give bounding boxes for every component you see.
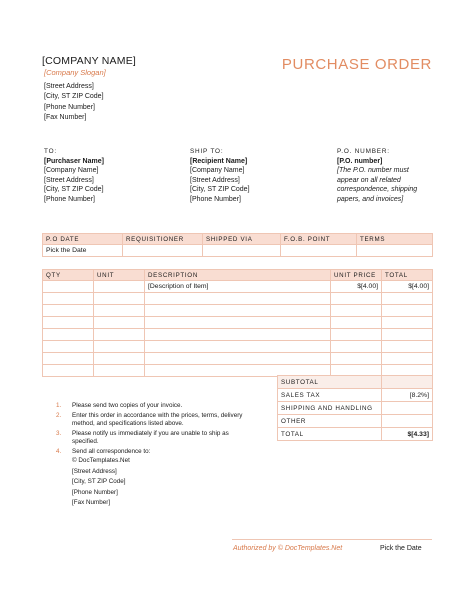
company-phone: [Phone Number]: [44, 103, 95, 111]
shipping-value[interactable]: [382, 402, 433, 415]
fob-point-cell[interactable]: [281, 245, 357, 257]
list-item: [56, 448, 246, 509]
po-note-line: appear on all related: [337, 176, 401, 184]
total-cell[interactable]: [382, 329, 433, 341]
shipping-label: SHIPPING AND HANDLING: [278, 402, 382, 415]
totals-table: [277, 375, 433, 441]
correspondence-city: [City, ST ZIP Code]: [72, 478, 126, 485]
ship-to-block: [190, 147, 250, 205]
items-table: [42, 269, 433, 377]
unit-cell[interactable]: [94, 353, 145, 365]
to-phone: [Phone Number]: [44, 195, 95, 203]
total-cell[interactable]: [382, 305, 433, 317]
requisitioner-cell[interactable]: [123, 245, 203, 257]
header-po-date: P.O DATE: [43, 234, 123, 245]
shipped-via-cell[interactable]: [203, 245, 281, 257]
correspondence-address: [72, 456, 246, 509]
company-city: [City, ST ZIP Code]: [44, 93, 104, 101]
po-date-cell[interactable]: Pick the Date: [43, 245, 123, 257]
po-number: [P.O. number]: [337, 157, 383, 165]
to-label: TO:: [44, 148, 57, 155]
correspondence-company: © DocTemplates.Net: [72, 457, 130, 464]
header-requisitioner: REQUISITIONER: [123, 234, 203, 245]
note-number: 1.: [56, 402, 62, 409]
qty-cell[interactable]: [43, 353, 94, 365]
subtotal-label: SUBTOTAL: [278, 376, 382, 389]
authorized-by: Authorized by © DocTemplates.Net: [233, 545, 343, 552]
signature-line: [232, 539, 432, 540]
qty-cell[interactable]: [43, 305, 94, 317]
ship-city: [City, ST ZIP Code]: [190, 186, 250, 194]
shipping-row: [278, 402, 433, 415]
unit-price-cell[interactable]: [331, 317, 382, 329]
total-cell[interactable]: [382, 341, 433, 353]
po-number-label: P.O. NUMBER:: [337, 148, 390, 155]
note-text: Enter this order in accordance with the prices, terms, delivery method, and specifications listed above.: [72, 412, 243, 427]
correspondence-phone: [Phone Number]: [72, 488, 118, 496]
terms-cell[interactable]: [357, 245, 433, 257]
table-row[interactable]: [43, 329, 433, 341]
unit-price-cell[interactable]: [331, 329, 382, 341]
header-terms: TERMS: [357, 234, 433, 245]
company-address: [44, 82, 104, 124]
instructions-notes: [56, 402, 246, 511]
table-row[interactable]: [43, 281, 433, 293]
subtotal-row: [278, 376, 433, 389]
list-item: [56, 402, 246, 410]
unit-cell[interactable]: [94, 317, 145, 329]
qty-cell[interactable]: [43, 317, 94, 329]
unit-cell[interactable]: [94, 305, 145, 317]
note-text: Send all correspondence to:: [72, 448, 151, 455]
description-cell[interactable]: [145, 353, 331, 365]
header-fob-point: F.O.B. POINT: [281, 234, 357, 245]
other-row: [278, 415, 433, 428]
instructions-list: [56, 402, 246, 509]
total-label: TOTAL: [278, 428, 382, 441]
ship-to-label: SHIP TO:: [190, 148, 224, 155]
ship-street: [Street Address]: [190, 176, 240, 184]
description-cell[interactable]: [145, 341, 331, 353]
po-note-line: [The P.O. number must: [337, 167, 409, 175]
total-cell[interactable]: [382, 317, 433, 329]
company-slogan: [Company Slogan]: [44, 68, 106, 77]
qty-cell[interactable]: [43, 329, 94, 341]
to-street: [Street Address]: [44, 176, 94, 184]
qty-cell[interactable]: [43, 281, 94, 293]
unit-cell[interactable]: [94, 341, 145, 353]
items-header: [43, 270, 433, 281]
unit-price-cell[interactable]: [331, 353, 382, 365]
total-cell[interactable]: [382, 353, 433, 365]
header-shipped-via: SHIPPED VIA: [203, 234, 281, 245]
company-fax: [Fax Number]: [44, 114, 87, 122]
description-cell[interactable]: [145, 293, 331, 305]
order-info-row[interactable]: [43, 245, 433, 257]
document-title: PURCHASE ORDER: [281, 56, 432, 73]
subtotal-value[interactable]: [382, 376, 433, 389]
po-note-line: papers, and invoices]: [337, 195, 404, 203]
to-city: [City, ST ZIP Code]: [44, 186, 104, 194]
table-row[interactable]: [43, 293, 433, 305]
unit-price-cell[interactable]: [331, 305, 382, 317]
order-info-header: [43, 234, 433, 245]
sales-tax-value[interactable]: [8.2%]: [382, 389, 433, 402]
authorization-date[interactable]: Pick the Date: [380, 545, 422, 552]
order-info-table: [42, 233, 433, 257]
company-street: [Street Address]: [44, 83, 94, 90]
unit-cell[interactable]: [94, 365, 145, 377]
note-text: Please send two copies of your invoice.: [72, 402, 183, 409]
other-label: OTHER: [278, 415, 382, 428]
note-number: 3.: [56, 430, 62, 437]
total-value[interactable]: $[4.33]: [382, 428, 433, 441]
to-company: [Company Name]: [44, 167, 99, 175]
description-cell[interactable]: [Description of Item]: [145, 281, 331, 293]
to-block: [44, 147, 104, 205]
table-row[interactable]: [43, 305, 433, 317]
header-unit: UNIT: [94, 270, 145, 281]
company-name: [COMPANY NAME]: [42, 55, 137, 67]
correspondence-fax: [Fax Number]: [72, 499, 111, 506]
purchaser-name: [Purchaser Name]: [44, 157, 104, 165]
unit-price-cell[interactable]: [331, 293, 382, 305]
qty-cell[interactable]: [43, 341, 94, 353]
unit-cell[interactable]: [94, 329, 145, 341]
unit-cell[interactable]: [94, 281, 145, 293]
table-row[interactable]: [43, 353, 433, 365]
header-description: DESCRIPTION: [145, 270, 331, 281]
table-row[interactable]: [43, 317, 433, 329]
description-cell[interactable]: [145, 305, 331, 317]
unit-price-cell[interactable]: [331, 341, 382, 353]
sales-tax-row: [278, 389, 433, 402]
total-cell[interactable]: $[4.00]: [382, 281, 433, 293]
ship-phone: [Phone Number]: [190, 195, 241, 203]
unit-price-cell[interactable]: $[4.00]: [331, 281, 382, 293]
note-text: Please notify us immediately if you are unable to ship as specified.: [72, 430, 229, 445]
list-item: [56, 412, 246, 428]
po-note-line: correspondence, shipping: [337, 186, 418, 194]
note-number: 4.: [56, 448, 62, 455]
description-cell[interactable]: [145, 317, 331, 329]
recipient-name: [Recipient Name]: [190, 157, 248, 165]
total-row: [278, 428, 433, 441]
ship-company: [Company Name]: [190, 167, 245, 175]
other-value[interactable]: [382, 415, 433, 428]
correspondence-street: [Street Address]: [72, 467, 117, 475]
po-number-block: [337, 147, 417, 205]
header-unit-price: UNIT PRICE: [331, 270, 382, 281]
sales-tax-label: SALES TAX: [278, 389, 382, 402]
description-cell[interactable]: [145, 329, 331, 341]
qty-cell[interactable]: [43, 365, 94, 377]
table-row[interactable]: [43, 341, 433, 353]
unit-cell[interactable]: [94, 293, 145, 305]
list-item: [56, 430, 246, 446]
qty-cell[interactable]: [43, 293, 94, 305]
note-number: 2.: [56, 412, 62, 419]
header-qty: QTY: [43, 270, 94, 281]
header-total: TOTAL: [382, 270, 433, 281]
total-cell[interactable]: [382, 293, 433, 305]
